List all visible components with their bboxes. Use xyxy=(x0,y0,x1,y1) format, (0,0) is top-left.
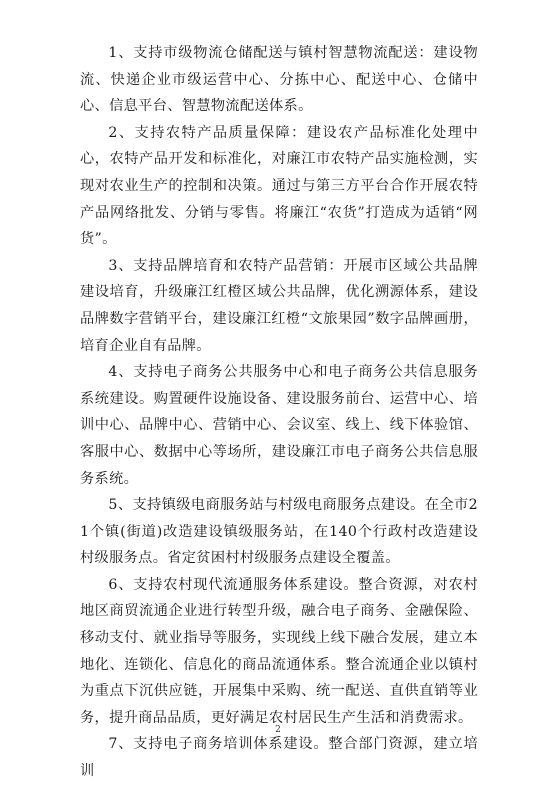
paragraph-1: 1、支持市级物流仓储配送与镇村智慧物流配送：建设物流、快递企业市级运营中心、分拣中心、配送中心、仓储中心、信息平台、智慧物流配送体系。 xyxy=(80,45,478,115)
paragraph-4: 4、支持电子商务公共服务中心和电子商务公共信息服务系统建设。购置硬件设施设备、建设服务前台、运营中心、培训中心、品牌中心、营销中心、会议室、线上、线下体验馆、客服中心、数据中心等场所，建设廉江市电子商务公共信息服务系统。 xyxy=(80,364,478,487)
paragraph-2: 2、支持农特产品质量保障：建设农产品标准化处理中心，农特产品开发和标准化，对廉江市农特产品实施检测，实现对农业生产的控制和决策。通过与第三方平台合作开展农特产品网络批发、分销与零售。将廉江“农货”打造成为适销“网货”。 xyxy=(80,124,478,248)
paragraph-6: 6、支持农村现代流通服务体系建设。整合资源，对农村地区商贸流通企业进行转型升级，融合电子商务、金融保险、移动支付、就业指导等服务，实现线上线下融合发展，建立本地化、连锁化、信息化的商品流通体系。整合流通企业以镇村为重点下沉供应链，开展集中采购、统一配送、直供直销等业务，提升商品品质，更好满足农村居民生产生活和消费需求。 xyxy=(80,576,478,726)
document-body xyxy=(80,40,478,785)
paragraph-3: 3、支持品牌培育和农特产品营销：开展市区域公共品牌建设培育，升级廉江红橙区域公共品牌，优化溯源体系，建设品牌数字营销平台，建设廉江红橙“文旅果园”数字品牌画册，培育企业自有品牌。 xyxy=(80,257,478,354)
paragraph-5: 5、支持镇级电商服务站与村级电商服务点建设。在全市21个镇(街道)改造建设镇级服务站，在140个行政村改造建设村级服务点。省定贫困村村级服务点建设全覆盖。 xyxy=(80,497,478,567)
page-number: 2 xyxy=(275,725,281,735)
paragraph-7: 7、支持电子商务培训体系建设。整合部门资源，建立培训 xyxy=(80,736,478,780)
